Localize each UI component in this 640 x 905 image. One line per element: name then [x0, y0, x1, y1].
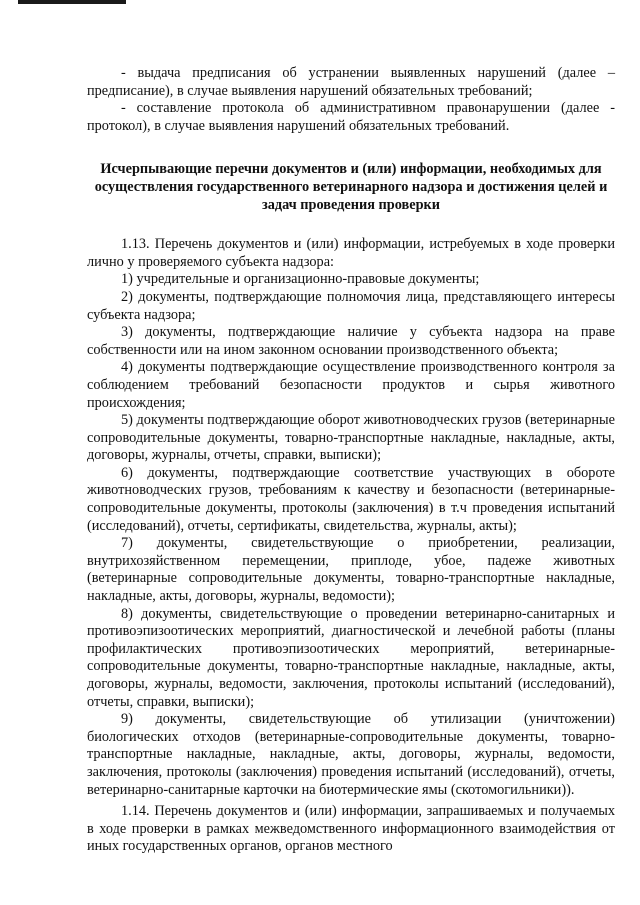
intro-paragraph-2: - составление протокола об административном правонарушении (далее - протокол), в случае выявления нарушений обязательных требований. — [87, 100, 615, 134]
list-item-9: 9) документы, свидетельствующие об утилизации (уничтожении) биологических отходов (ветеринарные-сопроводительные документы, товарно-транспортные накладные, накладные, акты, договоры, журналы, ведомости, заключения, протоколы (заключения) проведения испытаний (исследований), отчеты, ветеринарно-санитарные карточки на биотермические ямы (скотомогильники)). — [87, 711, 615, 798]
list-item-3: 3) документы, подтверждающие наличие у субъекта надзора на праве собственности или на ином законном основании производственного объекта; — [87, 324, 615, 358]
list-item-4: 4) документы подтверждающие осуществление производственного контроля за соблюдением требований безопасности продуктов и сырья животного происхождения; — [87, 359, 615, 411]
section-1-14-lead: 1.14. Перечень документов и (или) информации, запрашиваемых и получаемых в ходе проверки в рамках межведомственного информационного взаимодействия от иных государственных органов, органов местного — [87, 803, 615, 855]
list-item-1: 1) учредительные и организационно-правовые документы; — [121, 271, 480, 288]
list-item-8: 8) документы, свидетельствующие о проведении ветеринарно-санитарных и противоэпизоотических мероприятий, диагностической и лечебной работы (планы профилактических противоэпизоотических мероприятий, ветеринарные-сопроводительные документы, товарно-транспортные накладные, накладные, акты, договоры, журналы, ведомости, заключения, протоколы испытаний (исследований), отчеты, справки, выписки); — [87, 605, 615, 710]
list-item-5: 5) документы подтверждающие оборот животноводческих грузов (ветеринарные сопроводительные документы, товарно-транспортные накладные, накладные, акты, договоры, журналы, отчеты, справки, выписки); — [87, 412, 615, 464]
section-1-13-lead: 1.13. Перечень документов и (или) информации, истребуемых в ходе проверки лично у проверяемого субъекта надзора: — [87, 236, 615, 270]
list-item-6: 6) документы, подтверждающие соответствие участвующих в обороте животноводческих грузов, требованиям к качеству и безопасности (ветеринарные-сопроводительные документы, протоколы (заключения) в т.ч проведения испытаний (исследований), отчеты, сертификаты, свидетельства, журналы, акты); — [87, 464, 615, 534]
intro-paragraph-1: - выдача предписания об устранении выявленных нарушений (далее – предписание), в случае выявления нарушений обязательных требований; — [87, 65, 615, 99]
section-heading: Исчерпывающие перечни документов и (или) информации, необходимых для осуществления государственного ветеринарного надзора и достижения целей и задач проведения проверки — [94, 161, 608, 213]
list-item-2: 2) документы, подтверждающие полномочия лица, представляющего интересы субъекта надзора; — [87, 288, 615, 323]
document-body — [87, 65, 615, 856]
list-item-7: 7) документы, свидетельствующие о приобретении, реализации, внутрихозяйственном перемещении, приплоде, убое, падеже животных (ветеринарные сопроводительные документы, товарно-транспортные накладные, накладные, акты, договоры, журналы, ведомости); — [87, 535, 615, 605]
top-rule — [18, 0, 126, 4]
